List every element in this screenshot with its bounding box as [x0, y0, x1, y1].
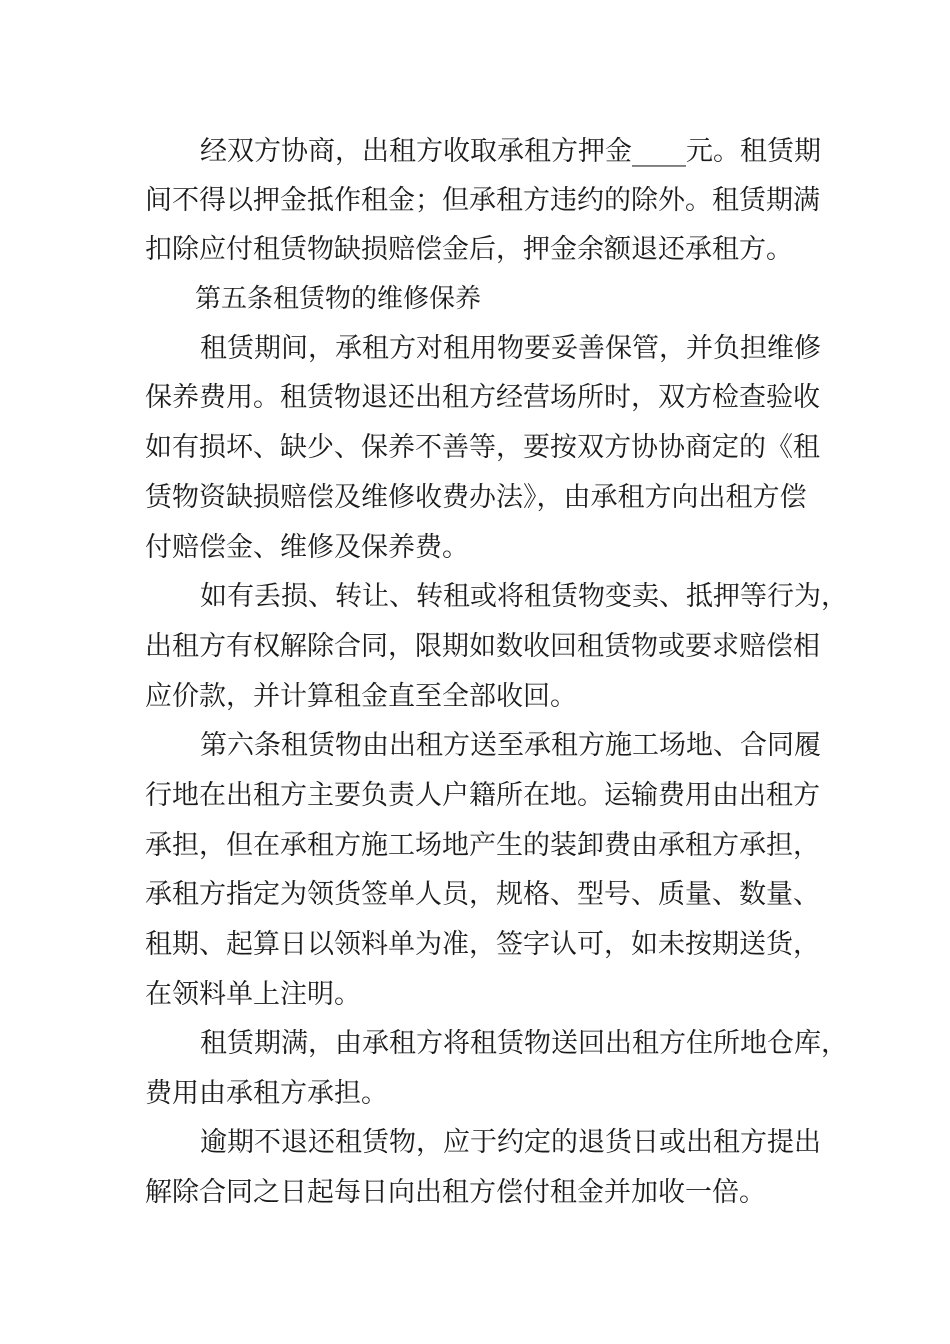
paragraph-line: 付赔偿金、维修及保养费。 [145, 532, 469, 563]
paragraph-line: 解除合同之日起每日向出租方偿付租金并加收一倍。 [145, 1177, 766, 1208]
paragraph-line: 赁物资缺损赔偿及维修收费办法》，由承租方向出租方偿 [145, 482, 807, 513]
paragraph-line: 扣除应付租赁物缺损赔偿金后，押金余额退还承租方。 [145, 234, 793, 265]
paragraph-line: 逾期不退还租赁物，应于约定的退货日或出租方提出 [200, 1127, 821, 1158]
paragraph-line: 租赁期满，由承租方将租赁物送回出租方住所地仓库， [200, 1028, 848, 1059]
paragraph-line: 出租方有权解除合同，限期如数收回租赁物或要求赔偿相 [145, 631, 820, 662]
paragraph-line: 如有丢损、转让、转租或将租赁物变卖、抵押等行为， [200, 581, 848, 612]
paragraph-line: 承租方指定为领货签单人员，规格、型号、质量、数量、 [145, 879, 820, 910]
paragraph-line: 保养费用。租赁物退还出租方经营场所时，双方检查验收 [145, 382, 820, 413]
paragraph-line: 承担，但在承租方施工场地产生的装卸费由承租方承担， [145, 830, 820, 861]
paragraph-line: 应价款，并计算租金直至全部收回。 [145, 681, 577, 712]
paragraph-line: 租赁期间，承租方对租用物要妥善保管，并负担维修 [200, 333, 821, 364]
paragraph-line: 行地在出租方主要负责人户籍所在地。运输费用由出租方 [145, 780, 820, 811]
paragraph-line: 租期、起算日以领料单为准，签字认可，如未按期送货， [145, 929, 820, 960]
paragraph-line: 经双方协商，出租方收取承租方押金____元。租赁期 [200, 136, 821, 167]
paragraph-line: 费用由承租方承担。 [145, 1078, 388, 1109]
section-heading: 第五条租赁物的维修保养 [195, 284, 482, 314]
paragraph-line: 间不得以押金抵作租金；但承租方违约的除外。租赁期满 [145, 185, 820, 216]
paragraph-line: 如有损坏、缺少、保养不善等，要按双方协协商定的《租 [145, 432, 820, 463]
paragraph-line: 在领料单上注明。 [145, 979, 361, 1010]
paragraph-line: 第六条租赁物由出租方送至承租方施工场地、合同履 [200, 730, 821, 761]
